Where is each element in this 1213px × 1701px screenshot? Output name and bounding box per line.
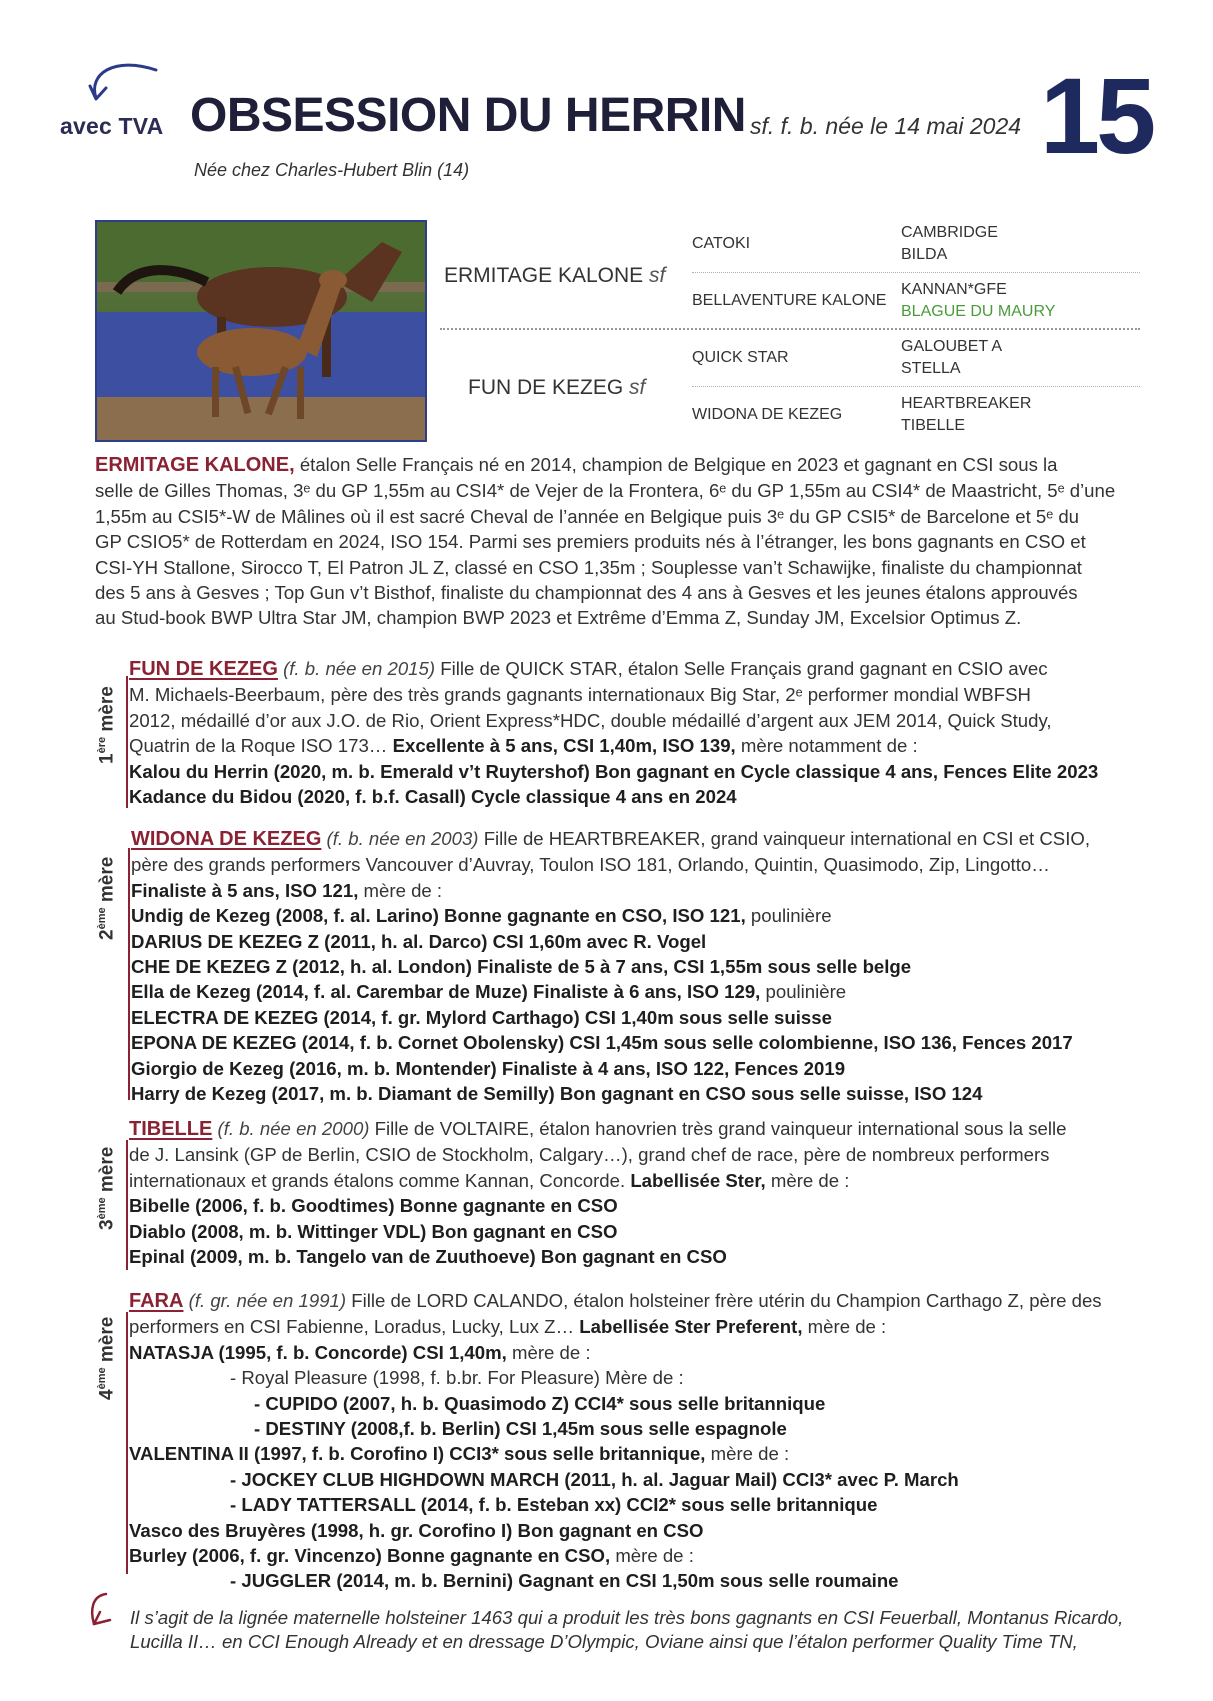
product-item: Harry de Kezeg (2017, m. b. Diamant de Semilly) Bon gagnant en CSO sous selle suisse, ISO 124 [131, 1083, 983, 1105]
product-item: - LADY TATTERSALL (2014, f. b. Esteban xx) CCI2* sous selle britannique [230, 1494, 878, 1516]
sire-name: ERMITAGE KALONE, [95, 454, 295, 476]
mere-bar [126, 676, 128, 808]
footer-note: Il s’agit de la lignée maternelle holsteiner 1463 qui a produit les très bons gagnants en CSI Feuerball, Montanus Ricardo, Lucilla II… en CCI Enough Already et en dressage D’Olympic, Oviane ainsi que l’étalon performer Quality Time TN, [130, 1607, 1124, 1652]
mere-3-section: TIBELLE (f. b. née en 2000) Fille de VOLTAIRE, étalon hanovrien très grand vainqueur international sous la selle de J. Lansink (GP de Berlin, CSIO de Stockholm, Calgary…), grand chef de race, père de nombreux performers internationaux et grands étalons comme Kannan, Concorde. Labellisée Ster, mère de : Bibelle (2006, f. b. Goodtimes) Bonne gagnante en CSO Diablo (2008, m. b. Wittinger VDL) Bon gagnant en CSO Epinal (2009, m. b. Tangelo van de Zuuthoeve) Bon gagnant en CSO [129, 1116, 1141, 1269]
pedigree-dss: GALOUBET A [901, 338, 1003, 355]
mere-label-1: 1ère mère [96, 686, 118, 764]
product-item: Vasco des Bruyères (1998, h. gr. Corofino I) Bon gagnant en CSO [129, 1519, 704, 1541]
product-item: CHE DE KEZEG Z (2012, h. al. London) Finaliste de 5 à 7 ans, CSI 1,55m sous selle belge [131, 956, 912, 978]
product-item: - DESTINY (2008,f. b. Berlin) CSI 1,45m sous selle espagnole [254, 1418, 787, 1440]
product-item: EPONA DE KEZEG (2014, f. b. Cornet Obolensky) CSI 1,45m sous selle colombienne, ISO 136, Fences 2017 [131, 1032, 1073, 1054]
product-item: - JUGGLER (2014, m. b. Bernini) Gagnant en CSI 1,50m sous selle roumaine [230, 1570, 899, 1592]
pedigree-ddd: TIBELLE [901, 417, 966, 434]
pedigree-sire-dam: BELLAVENTURE KALONE [692, 292, 887, 309]
product-item: - JOCKEY CLUB HIGHDOWN MARCH (2011, h. al. Jaguar Mail) CCI3* avec P. March [230, 1468, 959, 1490]
mere-4-name: FARA [129, 1290, 184, 1312]
product-item: - Royal Pleasure (1998, f. b.br. For Pleasure) Mère de : [230, 1367, 684, 1389]
pedigree-sds: KANNAN*GFE [901, 281, 1007, 298]
pedigree-sdd: BLAGUE DU MAURY [901, 303, 1056, 320]
horse-description: sf. f. b. née le 14 mai 2024 [750, 113, 1022, 139]
mere-label-3: 3ème mère [96, 1146, 118, 1230]
mere-bar [126, 1140, 128, 1270]
mere-1-name: FUN DE KEZEG [129, 658, 278, 680]
pedigree-divider [440, 328, 1140, 330]
product-item: Burley (2006, f. gr. Vincenzo) Bonne gagnante en CSO, mère de : [129, 1545, 694, 1567]
pedigree-sire: ERMITAGE KALONE sf [444, 264, 666, 287]
pedigree-ssd: BILDA [901, 246, 948, 263]
product-item: Undig de Kezeg (2008, f. al. Larino) Bonne gagnante en CSO, ISO 121, poulinière [131, 905, 832, 927]
product-item: - CUPIDO (2007, h. b. Quasimodo Z) CCI4* sous selle britannique [254, 1392, 826, 1414]
product-item: Kadance du Bidou (2020, f. b.f. Casall) Cycle classique 4 ans en 2024 [129, 786, 737, 808]
product-item: Ella de Kezeg (2014, f. al. Carembar de Muze) Finaliste à 6 ans, ISO 129, poulinière [131, 981, 847, 1003]
curved-arrow-icon [86, 54, 166, 104]
pedigree-dam-dam: WIDONA DE KEZEG [692, 406, 843, 423]
tva-label: avec TVA [60, 113, 164, 139]
horse-name: OBSESSION DU HERRIN [190, 89, 746, 142]
product-item: Giorgio de Kezeg (2016, m. b. Montender) Finaliste à 4 ans, ISO 122, Fences 2019 [131, 1057, 846, 1079]
product-item: NATASJA (1995, f. b. Concorde) CSI 1,40m, mère de : [129, 1341, 591, 1363]
product-item: Bibelle (2006, f. b. Goodtimes) Bonne gagnante en CSO [129, 1195, 618, 1217]
mere-1-section: FUN DE KEZEG (f. b. née en 2015) Fille de QUICK STAR, étalon Selle Français grand gagnant en CSIO avec M. Michaels-Beerbaum, père des très grands gagnants internationaux Big Star, 2ᵉ performer mondial WBFSH 2012, médaillé d’or aux J.O. de Rio, Orient Express*HDC, double médaillé d’argent aux JEM 2014, Quick Study, Quatrin de la Roque ISO 173… Excellente à 5 ans, CSI 1,40m, ISO 139, mère notamment de : Kalou du Herrin (2020, m. b. Emerald v’t Ruytershof) Bon gagnant en Cycle classique 4 ans, Fences Elite 2023 Kadance du Bidou (2020, f. b.f. Casall) Cycle classique 4 ans en 2024 [129, 656, 1141, 809]
breeder-line: Née chez Charles-Hubert Blin (14) [194, 160, 470, 180]
mere-bar [128, 848, 130, 1100]
mere-label-2: 2ème mère [96, 856, 118, 940]
pedigree-dsd: STELLA [901, 360, 961, 377]
mere-2-section: WIDONA DE KEZEG (f. b. née en 2003) Fille de HEARTBREAKER, grand vainqueur international en CSI et CSIO, père des grands performers Vancouver d’Auvray, Toulon ISO 181, Orlando, Quintin, Quasimodo, Zip, Lingotto… Finaliste à 5 ans, ISO 121, mère de : Undig de Kezeg (2008, f. al. Larino) Bonne gagnante en CSO, ISO 121, poulinière DARIUS DE KEZEG Z (2011, h. al. Darco) CSI 1,60m avec R. Vogel CHE DE KEZEG Z (2012, h. al. London) Finaliste de 5 à 7 ans, CSI 1,55m sous selle belge Ella de Kezeg (2014, f. al. Carembar de Muze) Finaliste à 6 ans, ISO 129, poulinière ELECTRA DE KEZEG (2014, f. gr. Mylord Carthago) CSI 1,40m sous selle suisse EPONA DE KEZEG (2014, f. b. Cornet Obolensky) CSI 1,45m sous selle colombienne, ISO 136, Fences 2017 Giorgio de Kezeg (2016, m. b. Montender) Finaliste à 4 ans, ISO 122, Fences 2019 Harry de Kezeg (2017, m. b. Diamant de Semilly) Bon gagnant en CSO sous selle suisse, ISO 124 [131, 826, 1141, 1106]
product-item: Kalou du Herrin (2020, m. b. Emerald v’t Ruytershof) Bon gagnant en Cycle classique 4 ans, Fences Elite 2023 [129, 760, 1099, 782]
mere-label-4: 4ème mère [96, 1316, 118, 1400]
pedigree-sss: CAMBRIDGE [901, 224, 998, 241]
product-item: Epinal (2009, m. b. Tangelo van de Zuuthoeve) Bon gagnant en CSO [129, 1246, 727, 1268]
lot-number: 15 [1040, 55, 1153, 176]
pedigree-divider [692, 272, 1140, 273]
mere-2-name: WIDONA DE KEZEG [131, 828, 322, 850]
mere-4-section: FARA (f. gr. née en 1991) Fille de LORD CALANDO, étalon holsteiner frère utérin du Champion Carthago Z, père des performers en CSI Fabienne, Loradus, Lucky, Lux Z… Labellisée Ster Preferent, mère de : NATASJA (1995, f. b. Concorde) CSI 1,40m, mère de : - Royal Pleasure (1998, f. b.br. For Pleasure) Mère de : - CUPIDO (2007, h. b. Quasimodo Z) CCI4* sous selle britannique - DESTINY (2008,f. b. Berlin) CSI 1,45m sous selle espagnole VALENTINA II (1997, f. b. Corofino I) CCI3* sous selle britannique, mère de : - JOCKEY CLUB HIGHDOWN MARCH (2011, h. al. Jaguar Mail) CCI3* avec P. March - LADY TATTERSALL (2014, f. b. Esteban xx) CCI2* sous selle britannique Vasco des Bruyères (1998, h. gr. Corofino I) Bon gagnant en CSO Burley (2006, f. gr. Vincenzo) Bonne gagnante en CSO, mère de : - JUGGLER (2014, m. b. Bernini) Gagnant en CSI 1,50m sous selle roumaine [129, 1288, 1141, 1594]
pedigree-divider [692, 386, 1140, 387]
product-item: ELECTRA DE KEZEG (2014, f. gr. Mylord Carthago) CSI 1,40m sous selle suisse [131, 1006, 832, 1028]
mere-bar [126, 1312, 128, 1574]
curl-arrow-icon [86, 1590, 120, 1630]
mere-3-name: TIBELLE [129, 1118, 213, 1140]
sire-description: ERMITAGE KALONE, étalon Selle Français né en 2014, champion de Belgique en 2023 et gagnant en CSI sous la selle de Gilles Thomas, 3ᵉ du GP 1,55m au CSI4* de Vejer de la Frontera, 6ᵉ du GP 1,55m au CSI4* de Maastricht, 5ᵉ d’une 1,55m au CSI5*-W de Mâlines où il est sacré Cheval de l’année en Belgique puis 3ᵉ du GP CSI5* de Barcelone et 5ᵉ du GP CSIO5* de Rotterdam en 2024, ISO 154. Parmi ses premiers produits nés à l’étranger, les bons gagnants en CSO et CSI-YH Stallone, Sirocco T, El Patron JL Z, classé en CSO 1,35m ; Souplesse van’t Schawijke, finaliste du championnat des 5 ans à Gesves ; Top Gun v’t Bisthof, finaliste du championnat des 4 ans à Gesves et les jeunes étalons approuvés au Stud-book BWP Ultra Star JM, champion BWP 2023 et Extrême d’Emma Z, Sunday JM, Excelsior Optimus Z. [95, 454, 1116, 629]
pedigree-dam: FUN DE KEZEG sf [468, 376, 646, 399]
product-item: DARIUS DE KEZEG Z (2011, h. al. Darco) CSI 1,60m avec R. Vogel [131, 930, 707, 952]
pedigree-dam-sire: QUICK STAR [692, 349, 789, 366]
pedigree-sire-sire: CATOKI [692, 235, 751, 252]
product-item: Diablo (2008, m. b. Wittinger VDL) Bon gagnant en CSO [129, 1220, 618, 1242]
product-item: VALENTINA II (1997, f. b. Corofino I) CCI3* sous selle britannique, mère de : [129, 1443, 790, 1465]
horse-photo [95, 220, 427, 442]
pedigree-dds: HEARTBREAKER [901, 395, 1032, 412]
